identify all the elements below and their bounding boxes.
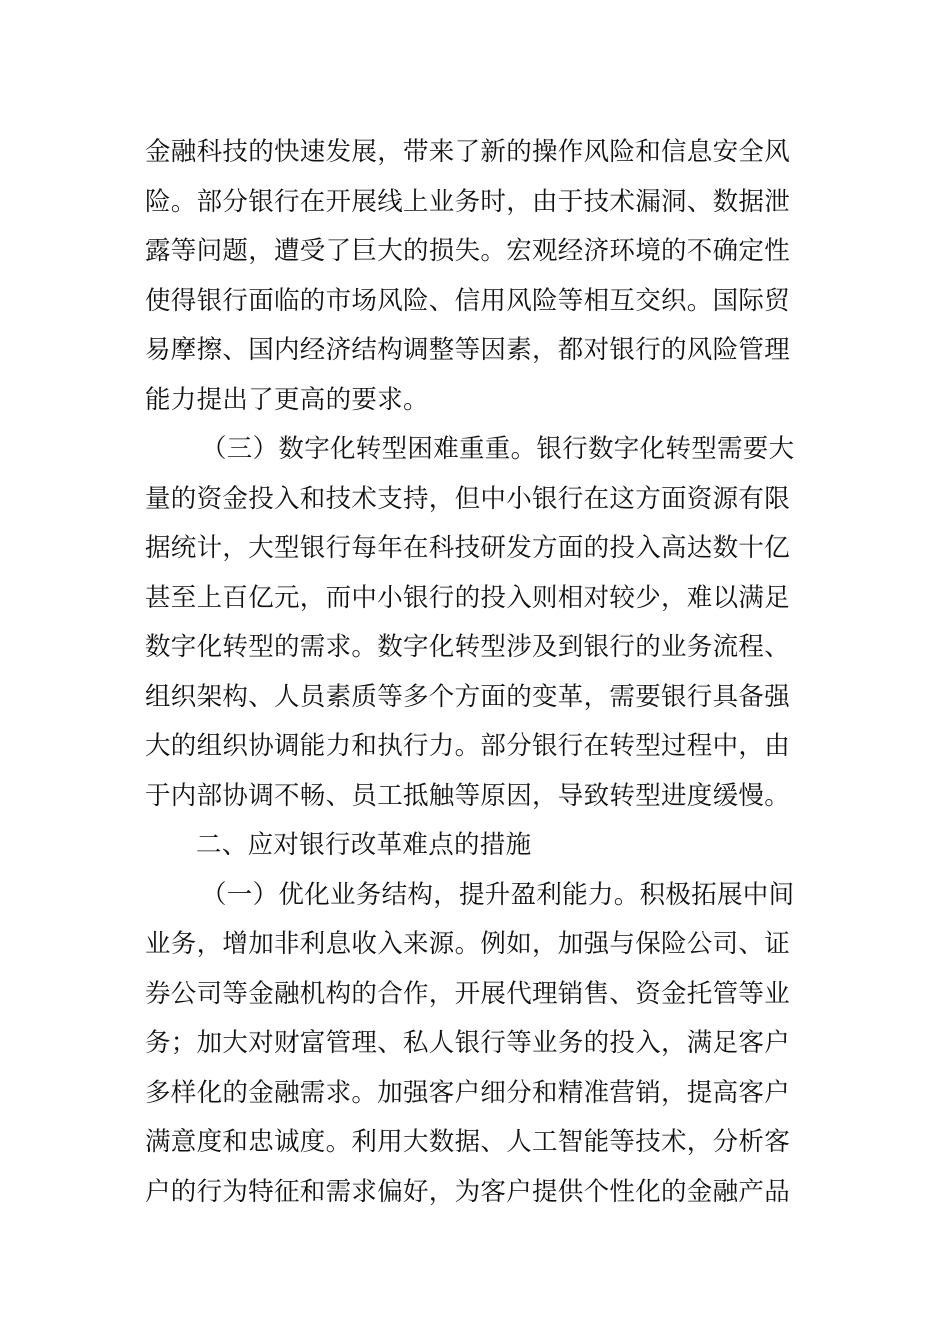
text-line: 于内部协调不畅、员工抵触等原因，导致转型进度缓慢。: [145, 780, 791, 811]
text-line: 使得银行面临的市场风险、信用风险等相互交织。国际贸: [145, 285, 791, 316]
text-line: 务；加大对财富管理、私人银行等业务的投入，满足客户: [145, 1028, 791, 1058]
subsection-heading-line: （三）数字化转型困难重重。银行数字化转型需要大: [201, 434, 795, 464]
body-text: [145, 128, 810, 1217]
text-line: 险。部分银行在开展线上业务时，由于技术漏洞、数据泄: [145, 186, 791, 217]
text-line: 露等问题，遭受了巨大的损失。宏观经济环境的不确定性: [145, 236, 791, 266]
text-line: 户的行为特征和需求偏好，为客户提供个性化的金融产品: [145, 1176, 791, 1207]
text-line: 金融科技的快速发展，带来了新的操作风险和信息安全风: [145, 137, 791, 167]
text-line: 满意度和忠诚度。利用大数据、人工智能等技术，分析客: [145, 1127, 791, 1157]
text-line: 甚至上百亿元，而中小银行的投入则相对较少，难以满足: [145, 582, 791, 613]
text-line: 组织架构、人员素质等多个方面的变革，需要银行具备强: [145, 681, 791, 712]
subsection-heading-line: （一）优化业务结构，提升盈利能力。积极拓展中间: [201, 879, 795, 910]
text-line: 券公司等金融机构的合作，开展代理销售、资金托管等业: [145, 978, 791, 1009]
text-line: 量的资金投入和技术支持，但中小银行在这方面资源有限: [145, 483, 791, 514]
text-line: 能力提出了更高的要求。: [145, 384, 429, 415]
text-line: 据统计，大型银行每年在科技研发方面的投入高达数十亿: [145, 533, 791, 563]
text-line: 数字化转型的需求。数字化转型涉及到银行的业务流程、: [145, 632, 791, 662]
text-line: 大的组织协调能力和执行力。部分银行在转型过程中，由: [145, 731, 791, 761]
text-line: 业务，增加非利息收入来源。例如，加强与保险公司、证: [145, 929, 791, 959]
text-line: 易摩擦、国内经济结构调整等因素，都对银行的风险管理: [145, 335, 791, 365]
section-heading: 二、应对银行改革难点的措施: [196, 830, 532, 860]
text-line: 多样化的金融需求。加强客户细分和精准营销，提高客户: [145, 1077, 791, 1108]
